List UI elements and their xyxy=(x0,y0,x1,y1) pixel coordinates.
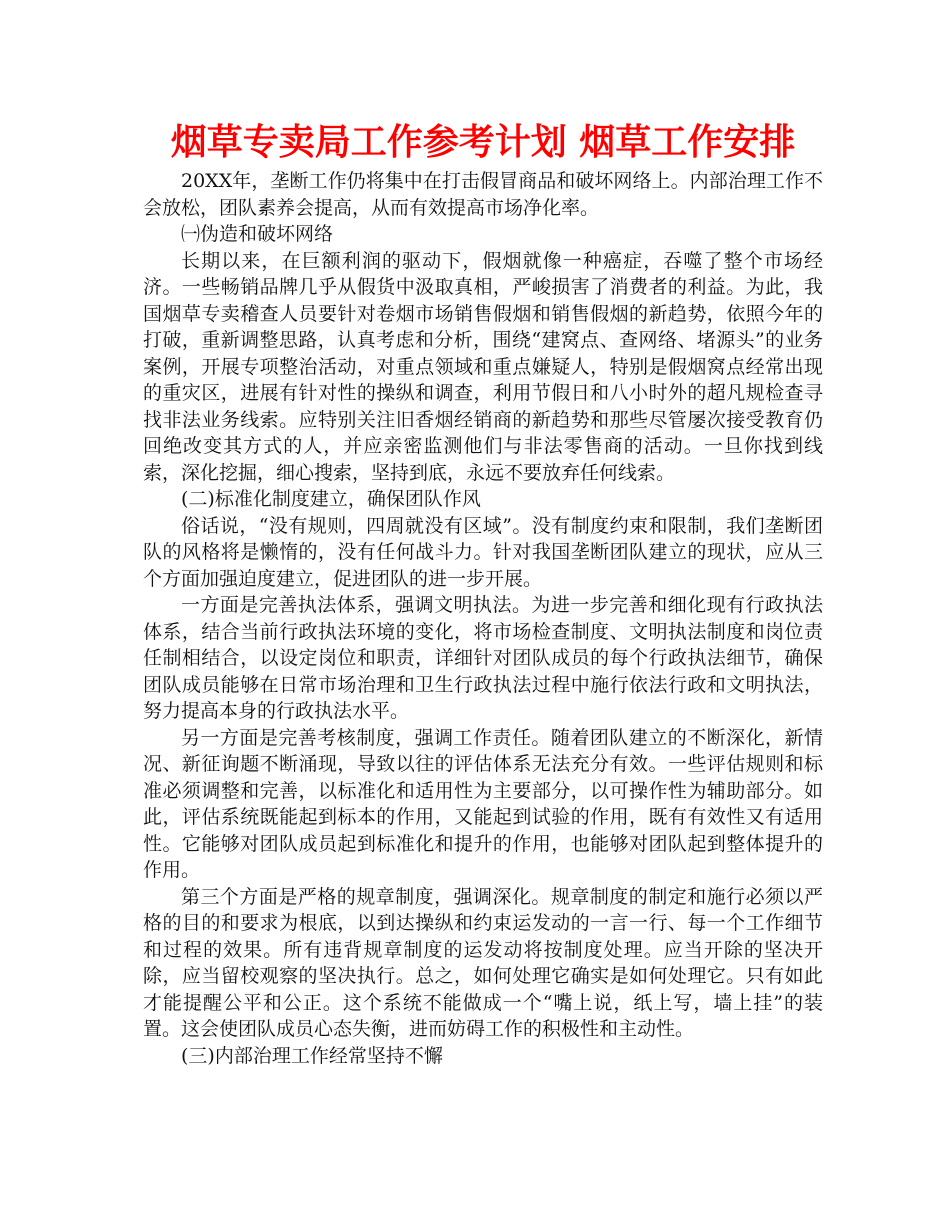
paragraph-regulations: 第三个方面是严格的规章制度，强调深化。规章制度的制定和施行必须以严格的目的和要求为根底，以到达操纵和约束运发动的一言一行、每一个工作细节和过程的效果。所有违背规章制度的运发动将按制度处理。应当开除的坚决开除，应当留校观察的坚决执行。总之，如何处理它确实是如何处理它。只有如此才能提醒公平和公正。这个系统不能做成一个“嘴上说，纸上写，墙上挂”的装置。这会使团队成员心态失衡，进而妨碍工作的积极性和主动性。 xyxy=(143,885,823,1040)
document-body xyxy=(143,168,823,1069)
document-page xyxy=(143,118,823,1069)
section-heading-2: (二)标准化制度建立，确保团队作风 xyxy=(181,488,481,510)
section-heading-3: (三)内部治理工作经常坚持不懈 xyxy=(181,1044,443,1067)
paragraph-intro: 20XX年，垄断工作仍将集中在打击假冒商品和破坏网络上。内部治理工作不会放松，团队素养会提高，从而有效提高市场净化率。 xyxy=(143,170,823,219)
paragraph-proverb: 俗话说，“没有规则，四周就没有区域”。没有制度约束和限制，我们垄断团队的风格将是懒惰的，没有任何战斗力。针对我国垄断团队建立的现状，应从三个方面加强迫度建立，促进团队的进一步开展。 xyxy=(143,514,823,590)
paragraph-counterfeit: 长期以来，在巨额利润的驱动下，假烟就像一种癌症，吞噬了整个市场经济。一些畅销品牌几乎从假货中汲取真相，严峻损害了消费者的利益。为此，我国烟草专卖稽查人员要针对卷烟市场销售假烟和销售假烟的新趋势，依照今年的打破，重新调整思路，认真考虑和分析，围绕“建窝点、查网络、堵源头”的业务案例，开展专项整治活动，对重点领域和重点嫌疑人，特别是假烟窝点经常出现的重灾区，进展有针对性的操纵和调查，利用节假日和八小时外的超凡规检查寻找非法业务线索。应特别关注旧香烟经销商的新趋势和那些尽管屡次接受教育仍回绝改变其方式的人，并应亲密监测他们与非法零售商的活动。一旦你找到线索，深化挖掘，细心搜索，坚持到底，永远不要放弃任何线索。 xyxy=(143,249,823,484)
paragraph-law-enforcement: 一方面是完善执法体系，强调文明执法。为进一步完善和细化现有行政执法体系，结合当前行政执法环境的变化，将市场检查制度、文明执法制度和岗位责任制相结合，以设定岗位和职责，详细针对团队成员的每个行政执法细节，确保团队成员能够在日常市场治理和卫生行政执法过程中施行依法行政和文明执法，努力提高本身的行政执法水平。 xyxy=(143,594,823,722)
section-heading-1: ㈠伪造和破坏网络 xyxy=(181,223,334,245)
document-title: 烟草专卖局工作参考计划 烟草工作安排 xyxy=(170,122,796,163)
paragraph-assessment: 另一方面是完善考核制度，强调工作责任。随着团队建立的不断深化，新情况、新征询题不断涌现，导致以往的评估体系无法充分有效。一些评估规则和标准必须调整和完善，以标准化和适用性为主要部分，以可操作性为辅助部分。如此，评估系统既能起到标本的作用，又能起到试验的作用，既有有效性又有适用性。它能够对团队成员起到标准化和提升的作用，也能够对团队起到整体提升的作用。 xyxy=(143,726,823,881)
